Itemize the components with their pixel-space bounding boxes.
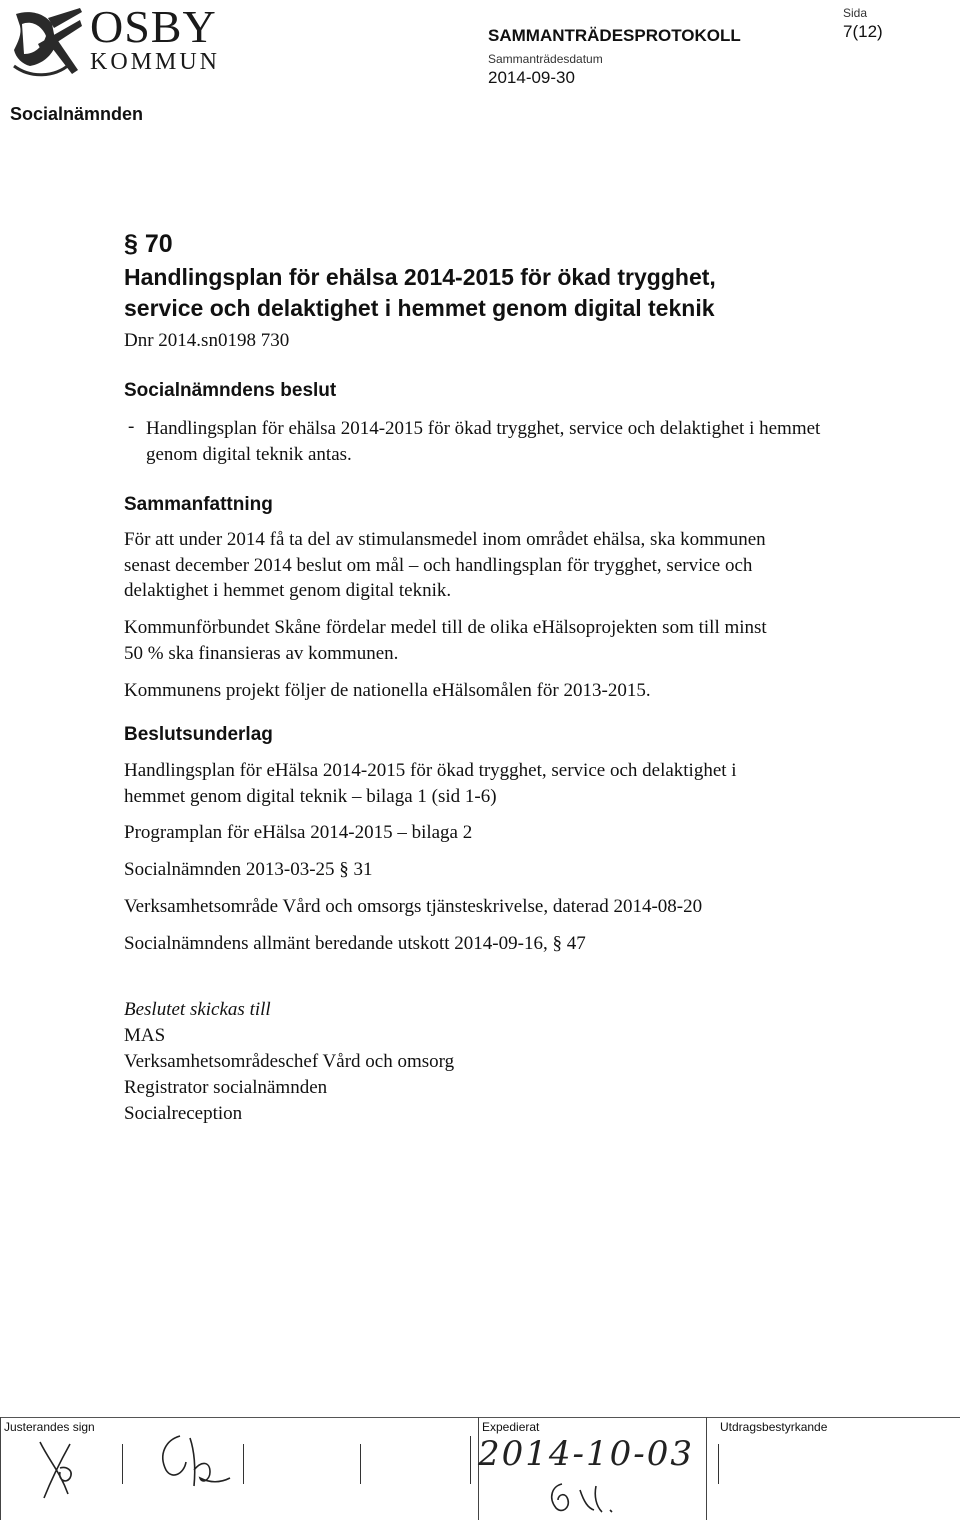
- page-label: Sida: [843, 6, 868, 20]
- expedierat-initials: [540, 1478, 640, 1518]
- summary-paragraph-2: Kommunförbundet Skåne fördelar medel till de olika eHälsoprojekten som till minst 50 % ska finansieras av kommunen.: [124, 617, 767, 664]
- signature-initials-2: [150, 1430, 240, 1494]
- section-title: [124, 262, 924, 324]
- summary-paragraph-1: För att under 2014 få ta del av stimulansmedel inom området ehälsa, ska kommunen senast december 2014 beslut om mål – och handlingsplan för trygghet, service och delaktighet i hemmet genom digital teknik.: [124, 529, 766, 601]
- municipality-logo-icon: [8, 4, 86, 82]
- decision-heading: Socialnämndens beslut: [124, 380, 337, 401]
- recipient: Verksamhetsområdeschef Vård och omsorg: [124, 1051, 455, 1072]
- expedierat-label: Expedierat: [482, 1420, 540, 1434]
- footer-box-divider: [706, 1417, 707, 1520]
- date-bracket-left: [470, 1436, 471, 1484]
- signature-separator: [360, 1444, 361, 1484]
- sent-to-heading: Beslutet skickas till: [124, 999, 271, 1020]
- summary-heading: Sammanfattning: [124, 494, 273, 515]
- paragraph-number: § 70: [124, 230, 173, 258]
- summary-paragraph-3: Kommunens projekt följer de nationella eHälsomålen för 2013-2015.: [124, 680, 651, 701]
- basis-item: Socialnämnden 2013-03-25 § 31: [124, 859, 373, 880]
- signature-separator: [122, 1444, 123, 1484]
- meeting-date: 2014-09-30: [488, 68, 575, 87]
- justerandes-sign-label: Justerandes sign: [4, 1420, 95, 1434]
- signature-separator: [718, 1444, 719, 1484]
- footer-rule: [0, 1417, 960, 1418]
- footer-box-divider: [0, 1417, 1, 1520]
- basis-heading: Beslutsunderlag: [124, 724, 273, 745]
- signature-initials-1: [30, 1432, 110, 1502]
- section-title-line-2: service och delaktighet i hemmet genom digital teknik: [124, 295, 715, 321]
- utdragsbestyrkande-label: Utdragsbestyrkande: [720, 1420, 828, 1434]
- recipient: Socialreception: [124, 1103, 243, 1124]
- recipient: Registrator socialnämnden: [124, 1077, 328, 1098]
- decision-dash: -: [128, 416, 135, 437]
- basis-item: Socialnämndens allmänt beredande utskott 2014-09-16, § 47: [124, 933, 586, 954]
- basis-item: Handlingsplan för eHälsa 2014-2015 för ökad trygghet, service och delaktighet i hemmet genom digital teknik – bilaga 1 (sid 1-6): [124, 760, 737, 807]
- basis-item: Verksamhetsområde Vård och omsorgs tjänsteskrivelse, daterad 2014-08-20: [124, 896, 703, 917]
- meeting-date-label: Sammanträdesdatum: [488, 52, 603, 66]
- document-title: SAMMANTRÄDESPROTOKOLL: [488, 26, 741, 45]
- department-name: Socialnämnden: [10, 104, 144, 124]
- org-subname: KOMMUN: [90, 49, 221, 75]
- decision-text: Handlingsplan för ehälsa 2014-2015 för ökad trygghet, service och delaktighet i hemmet genom digital teknik antas.: [146, 418, 821, 465]
- section-title-line-1: Handlingsplan för ehälsa 2014-2015 för ökad trygghet,: [124, 264, 716, 290]
- case-number: Dnr 2014.sn0198 730: [124, 330, 290, 351]
- basis-item: Programplan för eHälsa 2014-2015 – bilaga 2: [124, 822, 473, 843]
- expedierat-handwritten-date: 2014-10-03: [478, 1434, 695, 1474]
- page-number: 7(12): [843, 22, 883, 41]
- recipient: MAS: [124, 1025, 166, 1046]
- signature-separator: [243, 1444, 244, 1484]
- org-name: OSBY: [90, 1, 217, 52]
